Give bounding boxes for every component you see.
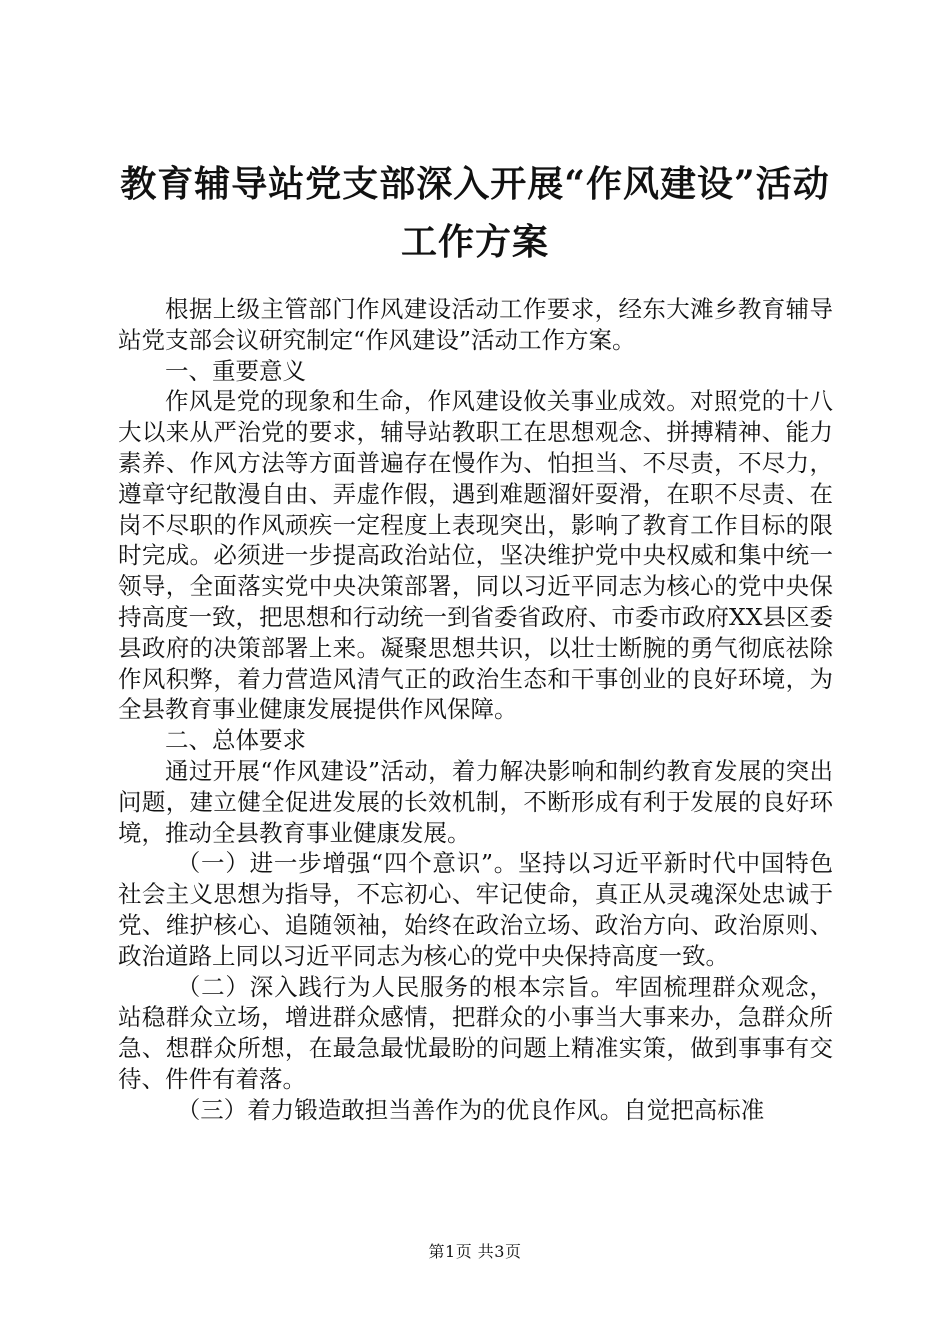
document-title-line-1: 教育辅导站党支部深入开展“作风建设”活动 xyxy=(120,163,830,205)
document-title-line-2: 工作方案 xyxy=(400,221,549,263)
section-heading-significance: 一、重要意义 xyxy=(165,356,306,385)
requirement-item-2: （二）深入践行为人民服务的根本宗旨。牢固梳理群众观念，站稳群众立场，增进群众感情，把群众的小事当大事来办，急群众所急、想群众所想，在最急最忧最盼的问题上精准实策，做到事事有交待、件件有着落。 xyxy=(118,972,833,1093)
page-footer: 第1页 共3页 xyxy=(428,1242,522,1261)
intro-paragraph: 根据上级主管部门作风建设活动工作要求，经东大滩乡教育辅导站党支部会议研究制定“作风建设”活动工作方案。 xyxy=(118,295,833,354)
requirement-item-1: （一）进一步增强“四个意识”。坚持以习近平新时代中国特色社会主义思想为指导，不忘初心、牢记使命，真正从灵魂深处忠诚于党、维护核心、追随领袖，始终在政治立场、政治方向、政治原则、政治道路上同以习近平同志为核心的党中央保持高度一致。 xyxy=(118,849,833,970)
requirements-paragraph: 通过开展“作风建设”活动，着力解决影响和制约教育发展的突出问题，建立健全促进发展的长效机制，不断形成有利于发展的良好环境，推动全县教育事业健康发展。 xyxy=(118,756,833,847)
requirement-item-3: （三）着力锻造敢担当善作为的优良作风。自觉把高标准 xyxy=(176,1095,765,1124)
significance-paragraph: 作风是党的现象和生命，作风建设攸关事业成效。对照党的十八大以来从严治党的要求，辅导站教职工在思想观念、拼搏精神、能力素养、作风方法等方面普遍存在慢作为、怕担当、不尽责，不尽力，遵章守纪散漫自由、弄虚作假，遇到难题溜奸耍滑，在职不尽责、在岗不尽职的作风顽疾一定程度上表现突出，影响了教育工作目标的限时完成。必须进一步提高政治站位，坚决维护党中央权威和集中统一领导，全面落实党中央决策部署，同以习近平同志为核心的党中央保持高度一致，把思想和行动统一到省委省政府、市委市政府XX县区委县政府的决策部署上来。凝聚思想共识，以壮士断腕的勇气彻底祛除作风积弊，着力营造风清气正的政治生态和干事创业的良好环境，为全县教育事业健康发展提供作风保障。 xyxy=(118,387,833,724)
document-body xyxy=(118,294,833,1126)
section-heading-requirements: 二、总体要求 xyxy=(165,726,306,755)
